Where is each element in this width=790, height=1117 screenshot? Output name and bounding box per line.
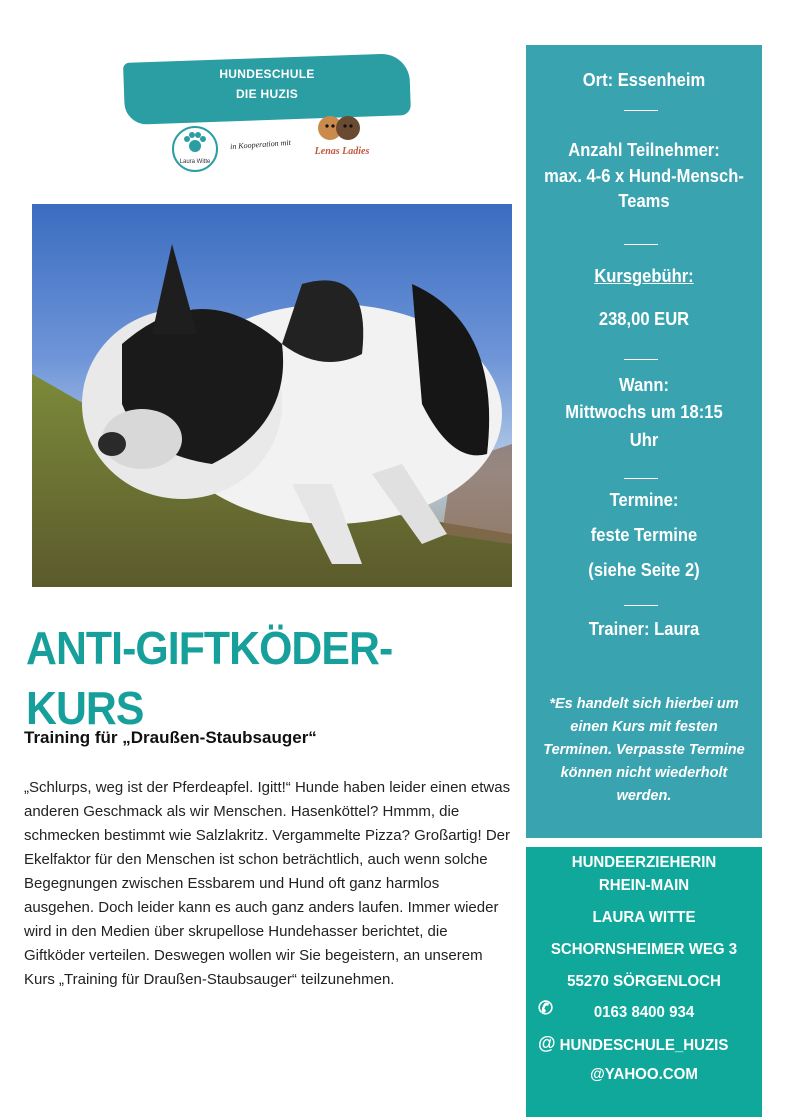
- fee-label: Kursgebühr:: [594, 266, 694, 286]
- contact-email[interactable]: HUNDESCHULE_HUZIS: [559, 1037, 729, 1054]
- body-paragraph: „Schlurps, weg ist der Pferdeapfel. Igitt!“ Hunde haben leider einen etwas anderen Geschmack als wir Menschen. Hasenköttel? Hmmm, die schmecken bestimmt wie Salzlakritz. Vergammelte Pizza? Großartig! Der Ekelfaktor für den Menschen ist schon beträchtlich, auch wenn solche Begegnungen zwischen Essbarem und Hund oft ganz harmlos ausgehen. Doch leider kann es auch ganz anders laufen. Immer wieder wird in den Medien über skrupellose Hundehasser berichtet, die Giftköder verteilen. Deswegen wollen wir Sie begeistern, an unserem Kurs „Training für Draußen-Staubsauger“ teilzunehmen.: [24, 779, 511, 988]
- course-info-box: [526, 45, 762, 838]
- divider: [624, 244, 658, 245]
- contact-email-domain[interactable]: @YAHOO.COM: [590, 1066, 698, 1083]
- badge-laura-witte: [172, 126, 218, 172]
- contact-role: HUNDEERZIEHERIN: [571, 854, 717, 871]
- fixed-dates-note: *Es handelt sich hierbei um einen Kurs mit festen Terminen. Verpasste Termine können nicht wiederholt werden.: [543, 696, 745, 804]
- divider: [624, 110, 658, 111]
- badge-left-label: Laura Witte: [179, 159, 211, 165]
- subtitle: Training für „Draußen-Staubsauger“: [24, 728, 317, 747]
- when-value: Mittwochs um 18:15: [565, 402, 723, 422]
- trainer: Trainer: Laura: [588, 619, 700, 639]
- badge-right-label: Lenas Ladies: [314, 146, 370, 157]
- contact-region: RHEIN-MAIN: [598, 877, 690, 894]
- logo-line-2: DIE HUZIS: [235, 87, 299, 101]
- contact-street: SCHORNSHEIMER WEG 3: [550, 941, 738, 958]
- badge-lenas-ladies: [310, 110, 370, 164]
- logo-line-1: HUNDESCHULE: [219, 67, 315, 81]
- participants-value-2: Teams: [618, 191, 670, 211]
- when-label: Wann:: [619, 375, 669, 395]
- phone-icon: ✆: [538, 998, 554, 1018]
- contact-name: LAURA WITTE: [592, 909, 696, 926]
- fee-value: 238,00 EUR: [598, 309, 690, 329]
- paw-icon: [174, 128, 216, 158]
- participants-label: Anzahl Teilnehmer:: [568, 140, 720, 160]
- dog-photo: [32, 204, 512, 587]
- logo: [120, 52, 420, 172]
- dates-value: feste Termine: [590, 525, 698, 545]
- dates-label: Termine:: [609, 490, 679, 510]
- page-title: ANTI-GIFTKÖDER-KURS: [26, 622, 393, 734]
- divider: [624, 605, 658, 606]
- contact-city: 55270 SÖRGENLOCH: [567, 973, 721, 990]
- contact-box: [526, 847, 762, 1117]
- dog-image: [32, 204, 512, 587]
- dates-note: (siehe Seite 2): [588, 560, 700, 580]
- location: Ort: Essenheim: [582, 70, 706, 90]
- divider: [624, 359, 658, 360]
- at-icon: @: [538, 1033, 556, 1053]
- cooperation-text: in Kooperation mit: [229, 137, 292, 152]
- dogs-logo-icon: [310, 110, 370, 146]
- divider: [624, 478, 658, 479]
- when-value-2: Uhr: [629, 430, 659, 450]
- participants-value: max. 4-6 x Hund-Mensch-: [544, 166, 744, 186]
- contact-phone[interactable]: 0163 8400 934: [593, 1004, 695, 1021]
